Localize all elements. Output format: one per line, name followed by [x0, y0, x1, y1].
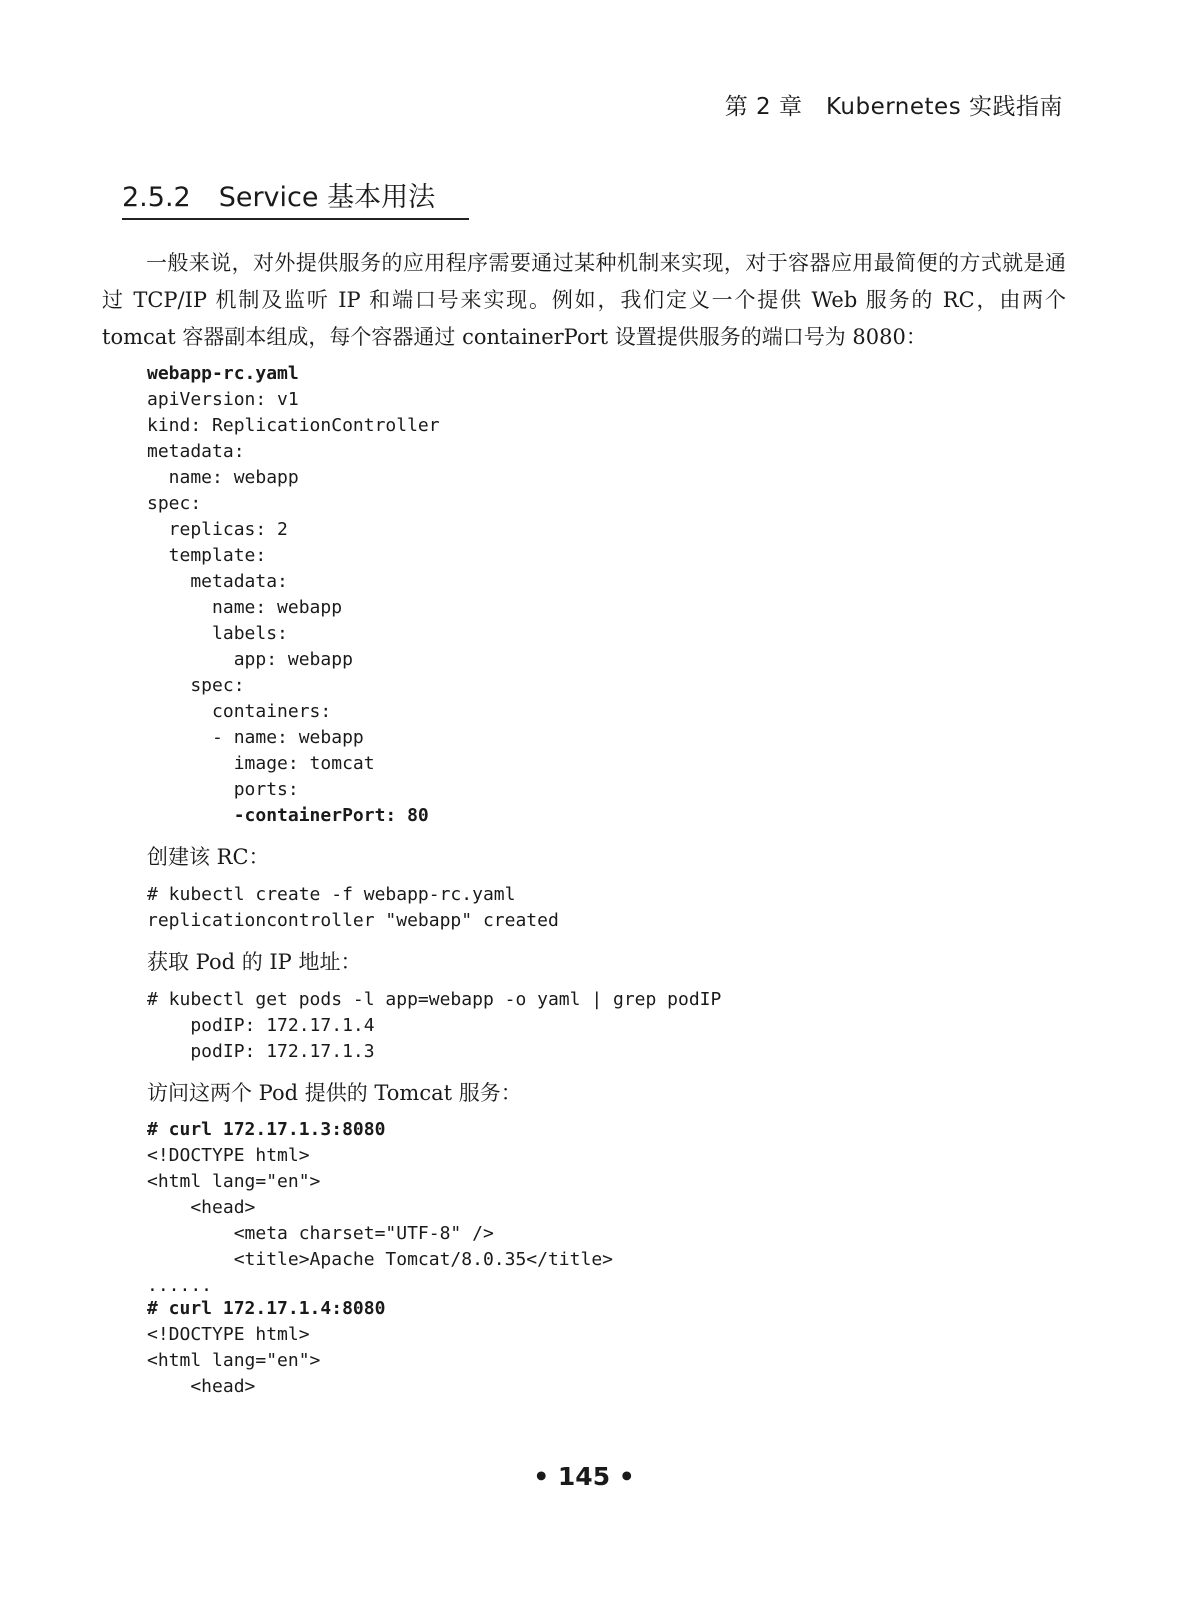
code-line: template:	[147, 545, 267, 566]
code-line: <!DOCTYPE html>	[147, 1324, 310, 1345]
code-line: name: webapp	[147, 467, 299, 488]
code-line: metadata:	[147, 441, 245, 462]
create-rc-text: 创建该 RC：	[147, 845, 270, 869]
section-number: 2.5.2	[122, 182, 191, 213]
code-line: <head>	[147, 1376, 256, 1397]
code-line: podIP: 172.17.1.4	[147, 1015, 375, 1036]
code-line: spec:	[147, 493, 202, 514]
code-line: spec:	[147, 675, 245, 696]
code-line: ports:	[147, 779, 299, 800]
code-line: <meta charset="UTF-8" />	[147, 1223, 494, 1244]
create-rc-code-block	[147, 882, 1047, 934]
code-line-container-port: -containerPort: 80	[147, 805, 429, 826]
code-line: app: webapp	[147, 649, 353, 670]
page-number: • 145 •	[533, 1462, 635, 1491]
curl-code-block-1	[147, 1117, 1047, 1299]
running-header: 第 2 章 Kubernetes 实践指南	[724, 94, 1063, 120]
code-line: image: tomcat	[147, 753, 375, 774]
code-line: - name: webapp	[147, 727, 364, 748]
code-line: replicationcontroller "webapp" created	[147, 910, 559, 931]
code-line: # kubectl create -f webapp-rc.yaml	[147, 884, 516, 905]
get-ip-code-block	[147, 987, 1047, 1065]
code-line: labels:	[147, 623, 288, 644]
code-line: <title>Apache Tomcat/8.0.35</title>	[147, 1249, 613, 1270]
curl-command: # curl 172.17.1.4:8080	[147, 1298, 386, 1319]
code-line: podIP: 172.17.1.3	[147, 1041, 375, 1062]
code-line: apiVersion: v1	[147, 389, 299, 410]
curl-command: # curl 172.17.1.3:8080	[147, 1119, 386, 1140]
code-line: <html lang="en">	[147, 1350, 321, 1371]
code-line: metadata:	[147, 571, 288, 592]
intro-paragraph: 一般来说，对外提供服务的应用程序需要通过某种机制来实现，对于容器应用最简便的方式就是通过 TCP/IP 机制及监听 IP 和端口号来实现。例如，我们定义一个提供 Web 服务的 RC，由两个 tomcat 容器副本组成，每个容器通过 containerPort 设置提供服务的端口号为 8080：	[102, 251, 1066, 349]
code-line: replicas: 2	[147, 519, 288, 540]
yaml-code-block	[147, 361, 1047, 829]
access-text: 访问这两个 Pod 提供的 Tomcat 服务：	[147, 1081, 522, 1105]
code-line: <!DOCTYPE html>	[147, 1145, 310, 1166]
code-line: <html lang="en">	[147, 1171, 321, 1192]
get-ip-text: 获取 Pod 的 IP 地址：	[147, 950, 362, 974]
section-heading	[122, 180, 469, 220]
curl-code-block-2	[147, 1296, 1047, 1400]
code-line: containers:	[147, 701, 332, 722]
code-line: # kubectl get pods -l app=webapp -o yaml | grep podIP	[147, 989, 722, 1010]
code-line: kind: ReplicationController	[147, 415, 440, 436]
yaml-filename: webapp-rc.yaml	[147, 363, 299, 384]
code-line: name: webapp	[147, 597, 343, 618]
code-line: <head>	[147, 1197, 256, 1218]
section-title: Service 基本用法	[218, 182, 436, 213]
ellipsis-line: ......	[147, 1275, 213, 1296]
